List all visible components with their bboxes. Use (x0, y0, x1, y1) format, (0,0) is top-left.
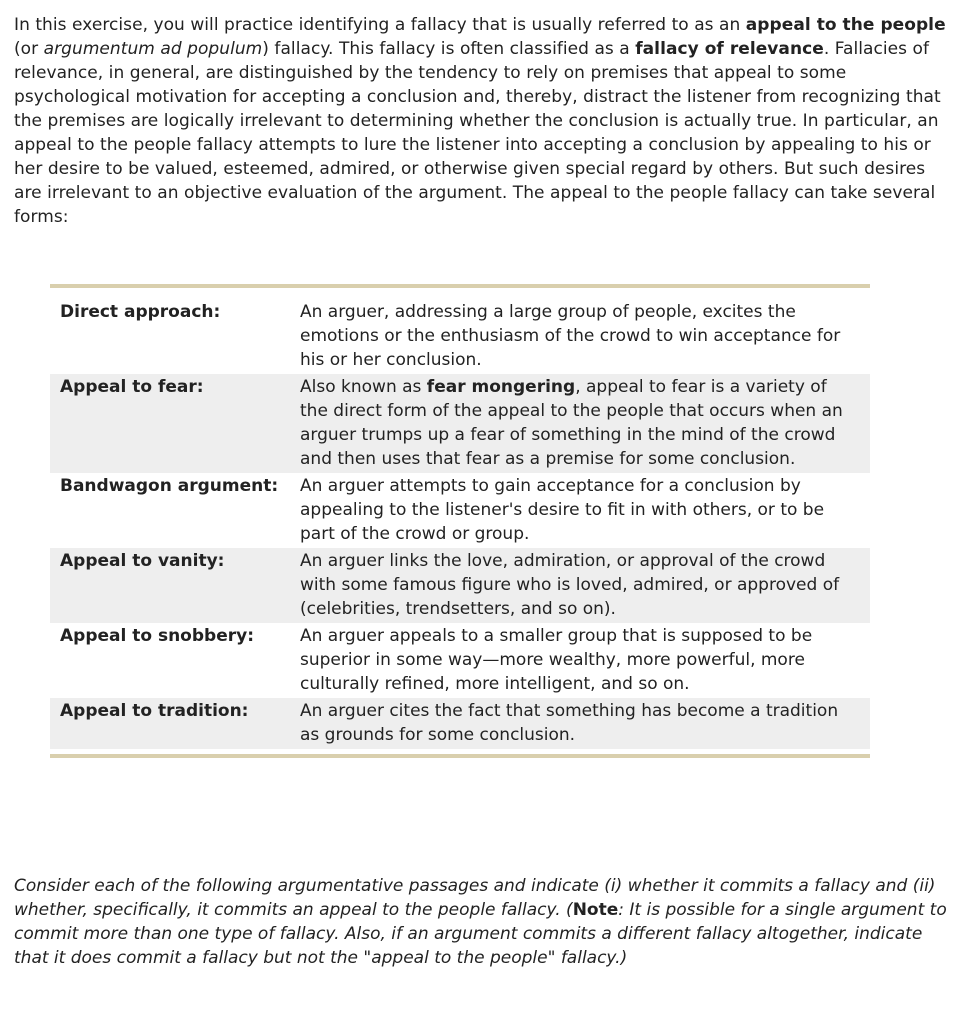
instructions-paragraph (14, 874, 958, 970)
form-description: An arguer appeals to a smaller group that is supposed to be superior in some way—more wealthy, more powerful, more culturally refined, more intelligent, and so on. (300, 626, 813, 694)
term-fallacy-of-relevance: fallacy of relevance (635, 39, 824, 59)
intro-text-4: . Fallacies of relevance, in general, are distinguished by the tendency to rely on premises that appeal to some psychological motivation for accepting a conclusion and, thereby, distract the listener from recognizing that the premises are logically irrelevant to determining whether the conclusion is actually true. In particular, an appeal to the people fallacy attempts to lure the listener into accepting a conclusion by appealing to his or her desire to be valued, esteemed, admired, or otherwise given special regard by others. But such desires are irrelevant to an objective evaluation of the argument. The appeal to the people fallacy can take several forms: (14, 39, 941, 227)
form-description-text: , appeal to fear is a variety of the direct form of the appeal to the people that occurs when an arguer trumps up a fear of something in the mind of the crowd and then uses that fear as a premise for some conclusion. (300, 377, 843, 469)
instructions-text-1: Consider each of the following argumentative passages and indicate (i) whether it commits a fallacy and (ii) whether, specifically, it commits an appeal to the people fallacy. ( (14, 876, 936, 920)
form-term: Appeal to snobbery: (60, 626, 254, 646)
intro-text-3: ) fallacy. This fallacy is often classified as a (262, 39, 636, 59)
form-term: Direct approach: (60, 302, 221, 322)
form-row-appeal-to-tradition (50, 698, 870, 749)
exercise-page (14, 13, 958, 229)
term-argumentum-ad-populum: argumentum ad populum (43, 39, 263, 59)
intro-text-2: (or (14, 39, 44, 59)
form-term: Appeal to fear: (60, 377, 204, 397)
form-description: An arguer cites the fact that something has become a tradition as grounds for some conclusion. (300, 701, 839, 745)
form-term: Appeal to tradition: (60, 701, 249, 721)
form-row-appeal-to-fear (50, 374, 870, 473)
form-description: An arguer links the love, admiration, or approval of the crowd with some famous figure who is loved, admired, or approved of (celebrities, trendsetters, and so on). (300, 551, 840, 619)
instructions-text-2: : It is possible for a single argument to commit more than one type of fallacy. Also, if an argument commits a different fallacy altogether, indicate that it does commit a fallacy but not the "appeal to the people" fallacy.) (14, 900, 947, 968)
form-row-direct-approach (50, 299, 870, 374)
form-description: An arguer, addressing a large group of people, excites the emotions or the enthusiasm of the crowd to win acceptance for his or her conclusion. (300, 302, 841, 370)
form-description (300, 375, 870, 471)
intro-text-1: In this exercise, you will practice identifying a fallacy that is usually referred to as an (14, 15, 746, 35)
term-appeal-to-the-people: appeal to the people (745, 15, 946, 35)
intro-paragraph (14, 13, 958, 229)
form-description: An arguer attempts to gain acceptance for a conclusion by appealing to the listener's desire to fit in with others, or to be part of the crowd or group. (300, 476, 825, 544)
form-term: Appeal to vanity: (60, 551, 225, 571)
form-row-appeal-to-vanity (50, 548, 870, 623)
term-fear-mongering: fear mongering (426, 377, 576, 397)
form-term: Bandwagon argument: (60, 476, 279, 496)
form-row-bandwagon-argument (50, 473, 870, 548)
note-label: Note (572, 900, 619, 920)
fallacy-forms-table (50, 284, 870, 758)
form-description-text: Also known as (300, 377, 427, 397)
form-row-appeal-to-snobbery (50, 623, 870, 698)
